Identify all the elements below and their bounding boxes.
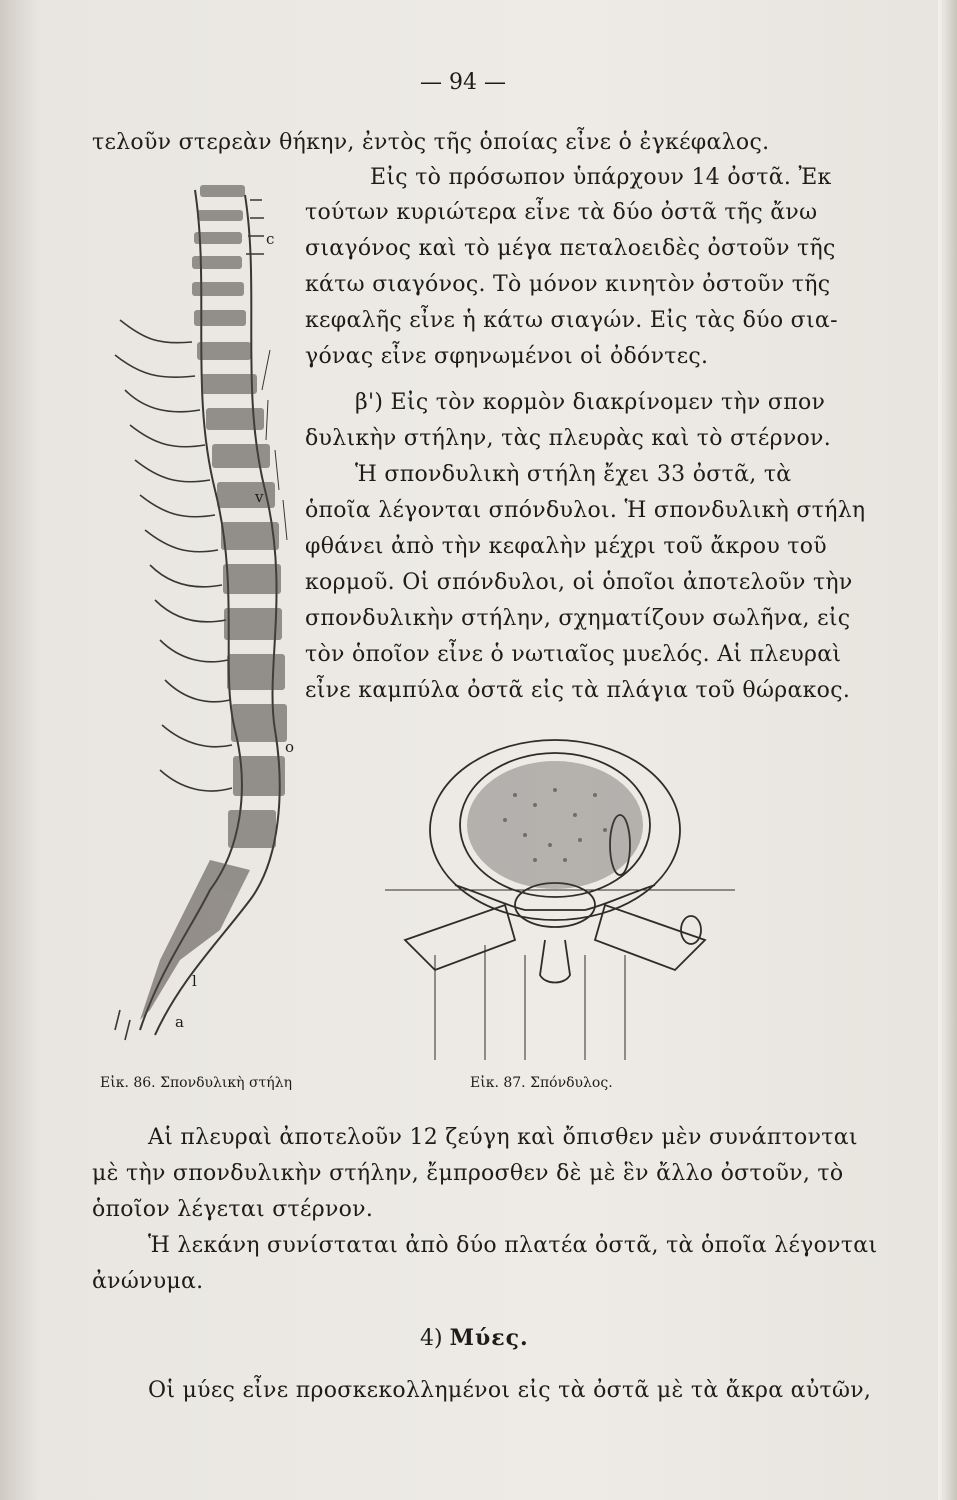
- section-heading: [420, 1325, 529, 1351]
- text-line: δυλικὴν στήλην, τὰς πλευρὰς καὶ τὸ στέρνον.: [305, 426, 832, 451]
- text-line: σπονδυλικὴν στήλην, σχηματίζουν σωλῆνα, εἰς: [305, 606, 851, 631]
- text-line: κορμοῦ. Οἱ σπόνδυλοι, οἱ ὁποῖοι ἀποτελοῦν τὴν: [305, 570, 853, 595]
- text-line: τὸν ὁποῖον εἶνε ὁ νωτιαῖος μυελός. Αἱ πλευραὶ: [305, 642, 842, 667]
- text-line: Ἡ σπονδυλικὴ στήλη ἔχει 33 ὀστᾶ, τὰ: [355, 462, 792, 487]
- text-line: ὁποῖον λέγεται στέρνον.: [92, 1197, 374, 1222]
- spine-label-c: c: [266, 230, 275, 248]
- section-number: 4): [420, 1326, 443, 1351]
- text-line: εἶνε καμπύλα ὀστᾶ εἰς τὰ πλάγια τοῦ θώρακος.: [305, 678, 851, 703]
- text-line: κεφαλῆς εἶνε ἡ κάτω σιαγών. Εἰς τὰς δύο σια-: [305, 308, 838, 333]
- text-line: φθάνει ἀπὸ τὴν κεφαλὴν μέχρι τοῦ ἄκρου τοῦ: [305, 534, 827, 559]
- figure-87-caption: Εἰκ. 87. Σπόνδυλος.: [470, 1075, 613, 1091]
- spine-label-a: a: [175, 1013, 184, 1031]
- text-line: γόνας εἶνε σφηνωμένοι οἱ ὀδόντες.: [305, 344, 709, 369]
- text-line: Ἡ λεκάνη συνίσταται ἀπὸ δύο πλατέα ὀστᾶ, τὰ ὁποῖα λέγονται: [148, 1233, 878, 1258]
- spine-label-o: o: [285, 738, 295, 756]
- text-line: τούτων κυριώτερα εἶνε τὰ δύο ὀστᾶ τῆς ἄνω: [305, 200, 818, 225]
- text-line: Αἱ πλευραὶ ἀποτελοῦν 12 ζεύγη καὶ ὄπισθεν μὲν συνάπτονται: [148, 1125, 858, 1150]
- spine-label-l: l: [192, 972, 197, 990]
- page-edge: [938, 0, 957, 1500]
- text-line: μὲ τὴν σπονδυλικὴν στήλην, ἔμπροσθεν δὲ μὲ ἓν ἄλλο ὀστοῦν, τὸ: [92, 1161, 844, 1186]
- spine-label-v: v: [255, 488, 264, 506]
- text-line: Εἰς τὸ πρόσωπον ὑπάρχουν 14 ὀστᾶ. Ἐκ: [370, 165, 832, 190]
- text-line: κάτω σιαγόνος. Τὸ μόνον κινητὸν ὀστοῦν τῆς: [305, 272, 831, 297]
- text-line: σιαγόνος καὶ τὸ μέγα πεταλοειδὲς ὀστοῦν τῆς: [305, 236, 836, 261]
- section-title: Μύες.: [449, 1325, 529, 1351]
- text-line: β') Εἰς τὸν κορμὸν διακρίνομεν τὴν σπον: [355, 390, 826, 415]
- text-line: ὁποῖα λέγονται σπόνδυλοι. Ἡ σπονδυλικὴ στήλη: [305, 498, 866, 523]
- figure-86-caption: Εἰκ. 86. Σπονδυλικὴ στήλη: [100, 1075, 292, 1091]
- spine-illustration: [100, 170, 320, 1050]
- text-line: ἀνώνυμα.: [92, 1269, 204, 1294]
- vertebra-illustration: [375, 735, 760, 1060]
- page-number: — 94 —: [420, 70, 506, 95]
- text-line: τελοῦν στερεὰν θήκην, ἐντὸς τῆς ὁποίας εἶνε ὁ ἐγκέφαλος.: [92, 130, 770, 155]
- text-line: Οἱ μύες εἶνε προσκεκολλημένοι εἰς τὰ ὀστᾶ μὲ τὰ ἄκρα αὐτῶν,: [148, 1378, 872, 1403]
